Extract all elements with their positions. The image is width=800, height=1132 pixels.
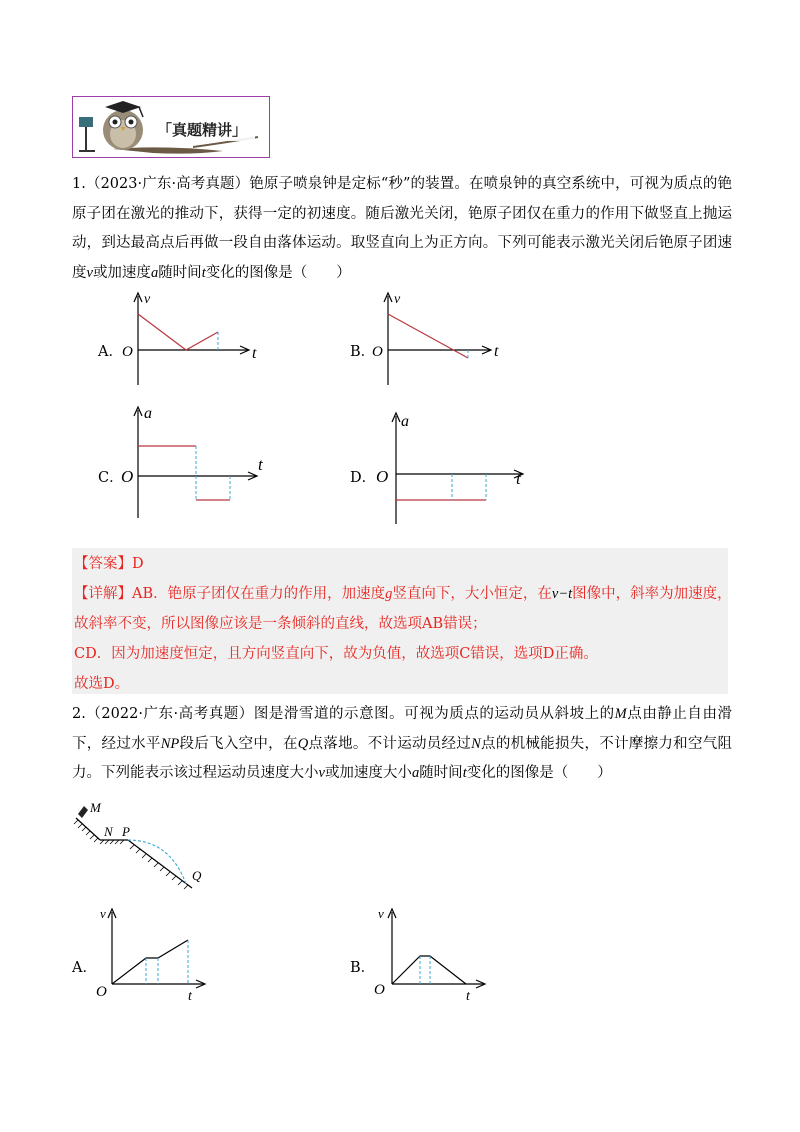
q1-option-b-label: B． — [350, 344, 376, 360]
label-p: P — [122, 824, 130, 839]
q2b-axis-x: t — [466, 989, 470, 1004]
detail-line-3: CD．因为加速度恒定，且方向竖直向下，故为负值，故选项C错误，选项D正确。 — [74, 646, 598, 662]
q1-var-a: a — [150, 264, 159, 281]
q1-text-b: 或加速度 — [92, 264, 151, 281]
q2-text-d: 点落地。不计运动员经过 — [308, 735, 472, 752]
q2-var-q: Q — [297, 735, 309, 752]
q2-var-n: N — [471, 735, 481, 752]
q2-number: 2. — [72, 706, 86, 722]
q1d-axis-y: a — [401, 413, 409, 430]
q2-option-a-graph — [92, 904, 212, 1004]
owl-scholar-icon — [73, 97, 269, 157]
question-2 — [72, 700, 732, 789]
q1d-axis-x: t — [516, 469, 521, 488]
q2a-axis-y: v — [100, 906, 106, 921]
q1-var-v: v — [86, 264, 93, 281]
answer-value: D — [132, 556, 144, 572]
q1-option-a-graph — [118, 290, 268, 390]
q2-var-m: M — [614, 706, 627, 722]
q2-text-a: 图是滑雪道的示意图。可视为质点的运动员从斜坡上的 — [253, 706, 615, 722]
q2-option-b-label: B． — [350, 960, 376, 976]
question-1 — [72, 170, 732, 288]
q2-source: （2022·广东·高考真题） — [85, 706, 254, 722]
q1b-origin: O — [372, 344, 383, 360]
q1-option-d-graph — [376, 408, 536, 528]
skier-icon — [78, 806, 88, 818]
q1-text-d: 变化的图像是（ ） — [205, 264, 351, 281]
q2-option-a-label: A． — [72, 960, 97, 976]
ski-slope-diagram — [70, 800, 220, 895]
q1c-origin: O — [121, 467, 134, 486]
q2a-plot-line — [112, 940, 188, 984]
detail-var-vt: v−t — [551, 586, 573, 602]
q1-option-d-label: D． — [350, 470, 377, 486]
q2-var-t: t — [462, 765, 467, 781]
label-m: M — [90, 800, 101, 815]
q2-text-f: 或加速度大小 — [324, 765, 412, 781]
q1-option-c-label: C． — [98, 470, 124, 486]
detail-var-g: g — [385, 586, 393, 602]
q1b-axis-x: t — [494, 343, 499, 360]
q1a-axis-x: t — [252, 345, 257, 362]
q2b-axis-y: v — [378, 906, 384, 921]
label-q: Q — [192, 868, 202, 883]
q1b-plot-line — [388, 314, 468, 358]
q2-option-b-graph — [372, 904, 492, 1004]
answer-line — [74, 552, 144, 573]
q1-option-c-graph — [118, 400, 278, 522]
q1a-origin: O — [122, 344, 133, 360]
q2-text-h: 变化的图像是（ ） — [466, 765, 612, 781]
detail-line-2: 故斜率不变，所以图像应该是一条倾斜的直线，故选项AB错误； — [74, 616, 487, 632]
q1c-axis-y: a — [144, 405, 152, 422]
answer-tag: 【答案】 — [74, 556, 132, 572]
q1d-origin: O — [376, 467, 389, 486]
label-n: N — [104, 824, 113, 839]
q1c-axis-x: t — [258, 455, 263, 474]
detail-text-1c: 图像中，斜率为加速度， — [572, 586, 732, 602]
q2-text-b: 点由静止自由滑下，经过水平 — [72, 706, 733, 752]
q2-var-v: v — [318, 765, 325, 781]
section-logo — [72, 96, 270, 158]
detail-line-4: 故选D。 — [74, 676, 130, 692]
q2a-axis-x: t — [188, 989, 192, 1004]
q1-option-a-label: A． — [98, 344, 123, 360]
answer-panel — [72, 548, 732, 694]
q1b-axis-y: v — [394, 292, 401, 307]
q1-text-c: 随时间 — [158, 264, 202, 281]
detail-text-1b: 竖直向下，大小恒定，在 — [392, 586, 552, 602]
q2-text-g: 随时间 — [419, 765, 463, 781]
q2a-origin: O — [96, 984, 107, 1000]
q1-var-t: t — [201, 264, 206, 281]
q2b-plot-line — [392, 956, 466, 984]
q1a-axis-y: v — [144, 292, 151, 307]
q1-option-b-graph — [368, 290, 508, 390]
detail-tag: 【详解】 — [74, 586, 132, 602]
q2-text-c: 段后飞入空中，在 — [179, 735, 298, 752]
detail-line-1 — [74, 582, 732, 603]
q2-var-np: NP — [160, 735, 180, 752]
q1-text: 铯原子喷泉钟是定标“秒”的装置。在喷泉钟的真空系统中，可视为质点的铯原子团在激光的推动下，获得一定的初速度。随后激光关闭，铯原子团仅在重力的作用下做竖直上抛运动，到达最高点后再做一段自由落体运动。取竖直向上为正方向。下列可能表示激光关闭后铯原子团速度 — [72, 176, 732, 281]
q1-number: 1. — [72, 176, 86, 192]
detail-text-1a: AB．铯原子团仅在重力的作用，加速度 — [132, 586, 386, 602]
q2-var-a: a — [411, 765, 420, 781]
q1-source: （2023·广东·高考真题） — [85, 176, 250, 192]
q2b-origin: O — [374, 982, 385, 998]
q2-text-e: 点的机械能损失，不计摩擦力和空气阻力。下列能表示该过程运动员速度大小 — [72, 735, 733, 781]
logo-banner-text: 「真题精讲」 — [157, 121, 248, 139]
q1a-plot-line — [138, 314, 218, 350]
